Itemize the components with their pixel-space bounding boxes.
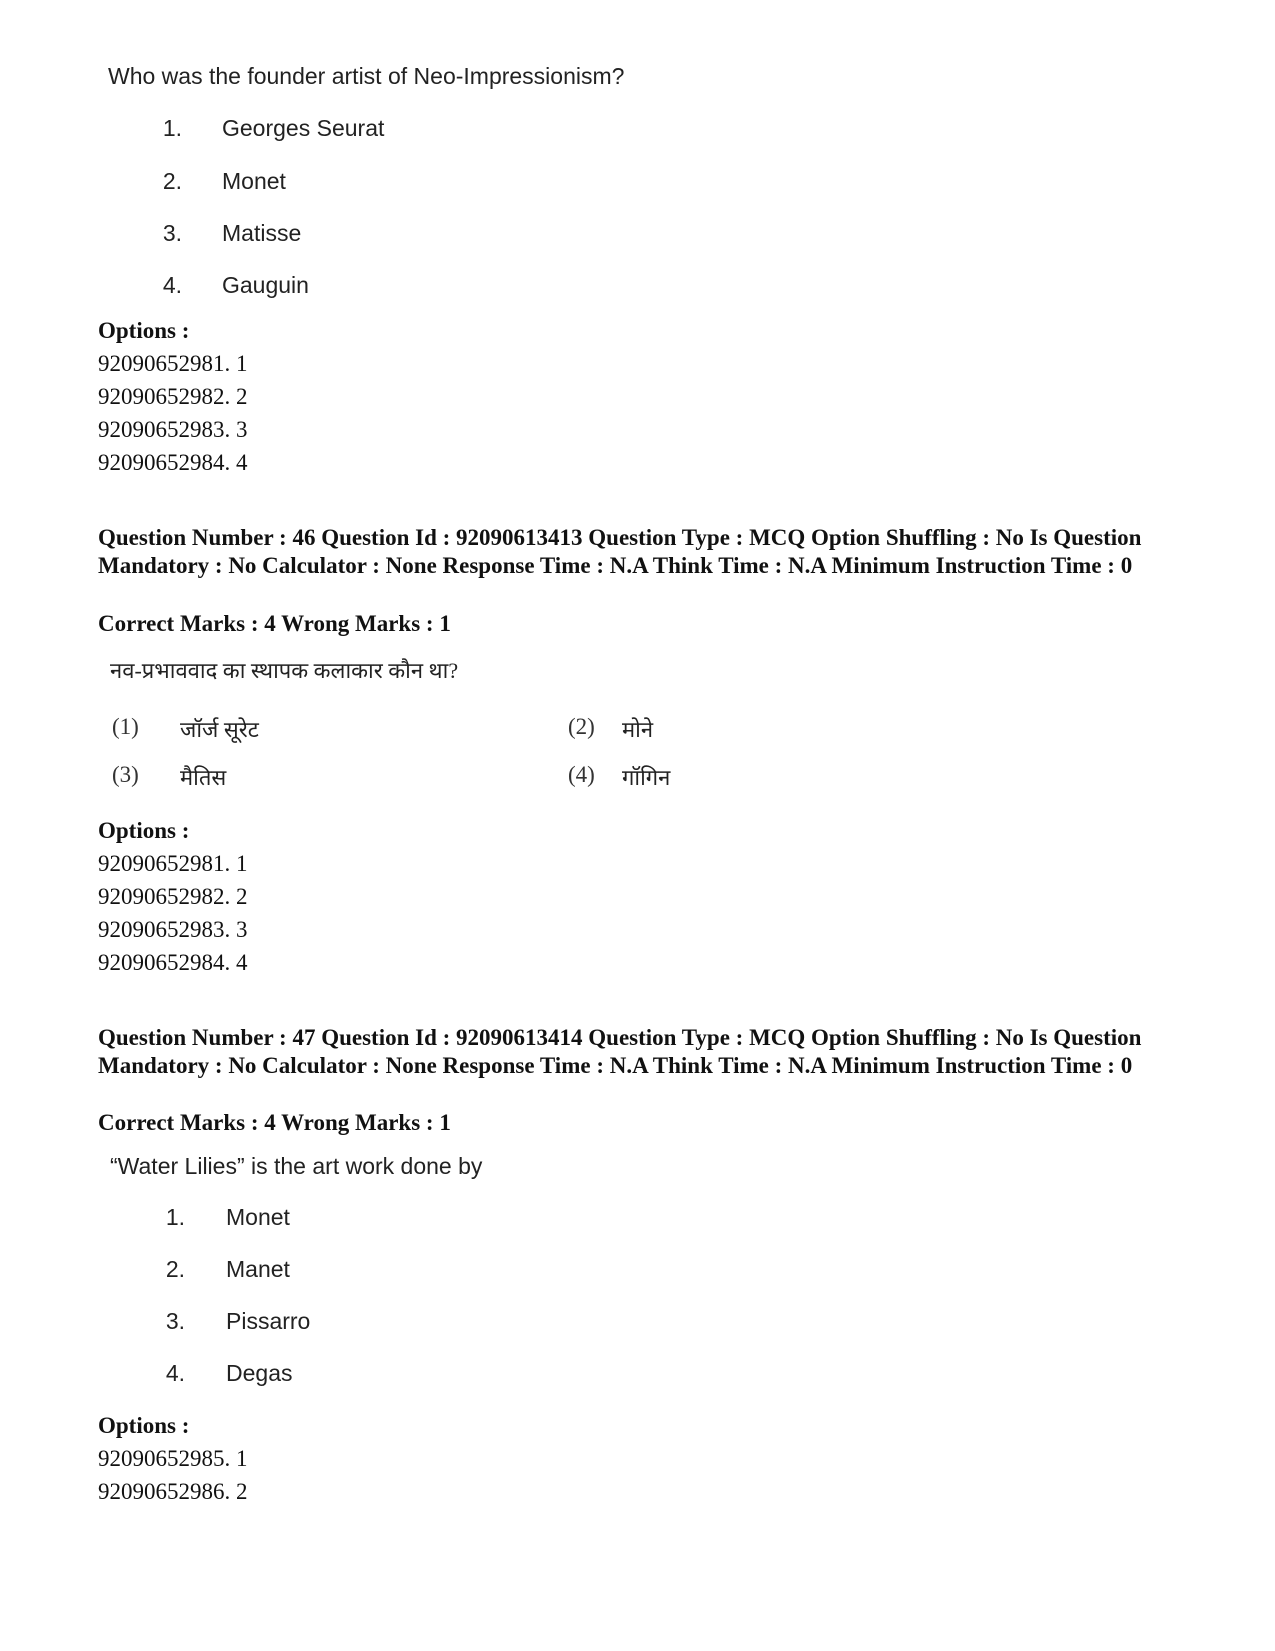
choice-number: 1. — [162, 115, 182, 141]
choice-text: Matisse — [222, 220, 302, 246]
choice-number: 1. — [165, 1204, 185, 1230]
choice-number: (2) — [568, 714, 595, 739]
choice-text: मैतिस — [180, 765, 227, 790]
choice-text: Georges Seurat — [222, 115, 385, 141]
choice-number: (3) — [112, 762, 139, 787]
choice-number: 2. — [162, 168, 182, 194]
choice-text: Gauguin — [222, 272, 309, 298]
options-heading: Options : — [98, 318, 190, 343]
option-line: 92090652982. 2 — [98, 884, 248, 909]
choice-text: जॉर्ज सूरेट — [180, 717, 259, 742]
option-line: 92090652984. 4 — [98, 450, 248, 475]
choice-text: मोने — [622, 717, 654, 742]
choice-text: गॉगिन — [622, 765, 671, 790]
choice-text: Pissarro — [226, 1308, 311, 1334]
option-line: 92090652986. 2 — [98, 1479, 248, 1504]
choice-number: 4. — [165, 1360, 185, 1386]
question-stem: Who was the founder artist of Neo-Impressionism? — [108, 63, 625, 89]
choice-text: Monet — [222, 168, 286, 194]
option-line: 92090652981. 1 — [98, 351, 248, 376]
options-heading: Options : — [98, 1413, 190, 1438]
marks-line: Correct Marks : 4 Wrong Marks : 1 — [98, 1110, 451, 1135]
choice-text: Degas — [226, 1360, 293, 1386]
question-meta: Question Number : 47 Question Id : 92090613414 Question Type : MCQ Option Shuffling : No Is Question Mandatory : No Calculator : None Response Time : N.A Think Time : N.A Minimum Instruction Time : 0 — [98, 1025, 1142, 1078]
option-line: 92090652985. 1 — [98, 1446, 248, 1471]
choice-number: (1) — [112, 714, 139, 739]
choice-number: 3. — [162, 220, 182, 246]
choice-text: Monet — [226, 1204, 290, 1230]
option-line: 92090652982. 2 — [98, 384, 248, 409]
option-line: 92090652981. 1 — [98, 851, 248, 876]
option-line: 92090652984. 4 — [98, 950, 248, 975]
choice-number: 4. — [162, 272, 182, 298]
question-stem: “Water Lilies” is the art work done by — [110, 1153, 483, 1179]
marks-line: Correct Marks : 4 Wrong Marks : 1 — [98, 611, 451, 636]
question-meta: Question Number : 46 Question Id : 92090613413 Question Type : MCQ Option Shuffling : No Is Question Mandatory : No Calculator : None Response Time : N.A Think Time : N.A Minimum Instruction Time : 0 — [98, 525, 1142, 578]
option-line: 92090652983. 3 — [98, 917, 248, 942]
choice-text: Manet — [226, 1256, 290, 1282]
option-line: 92090652983. 3 — [98, 417, 248, 442]
choice-number: 3. — [165, 1308, 185, 1334]
question-stem-hindi: नव-प्रभाववाद का स्थापक कलाकार कौन था? — [110, 658, 459, 683]
choice-number: (4) — [568, 762, 595, 787]
choice-number: 2. — [165, 1256, 185, 1282]
options-heading: Options : — [98, 818, 190, 843]
